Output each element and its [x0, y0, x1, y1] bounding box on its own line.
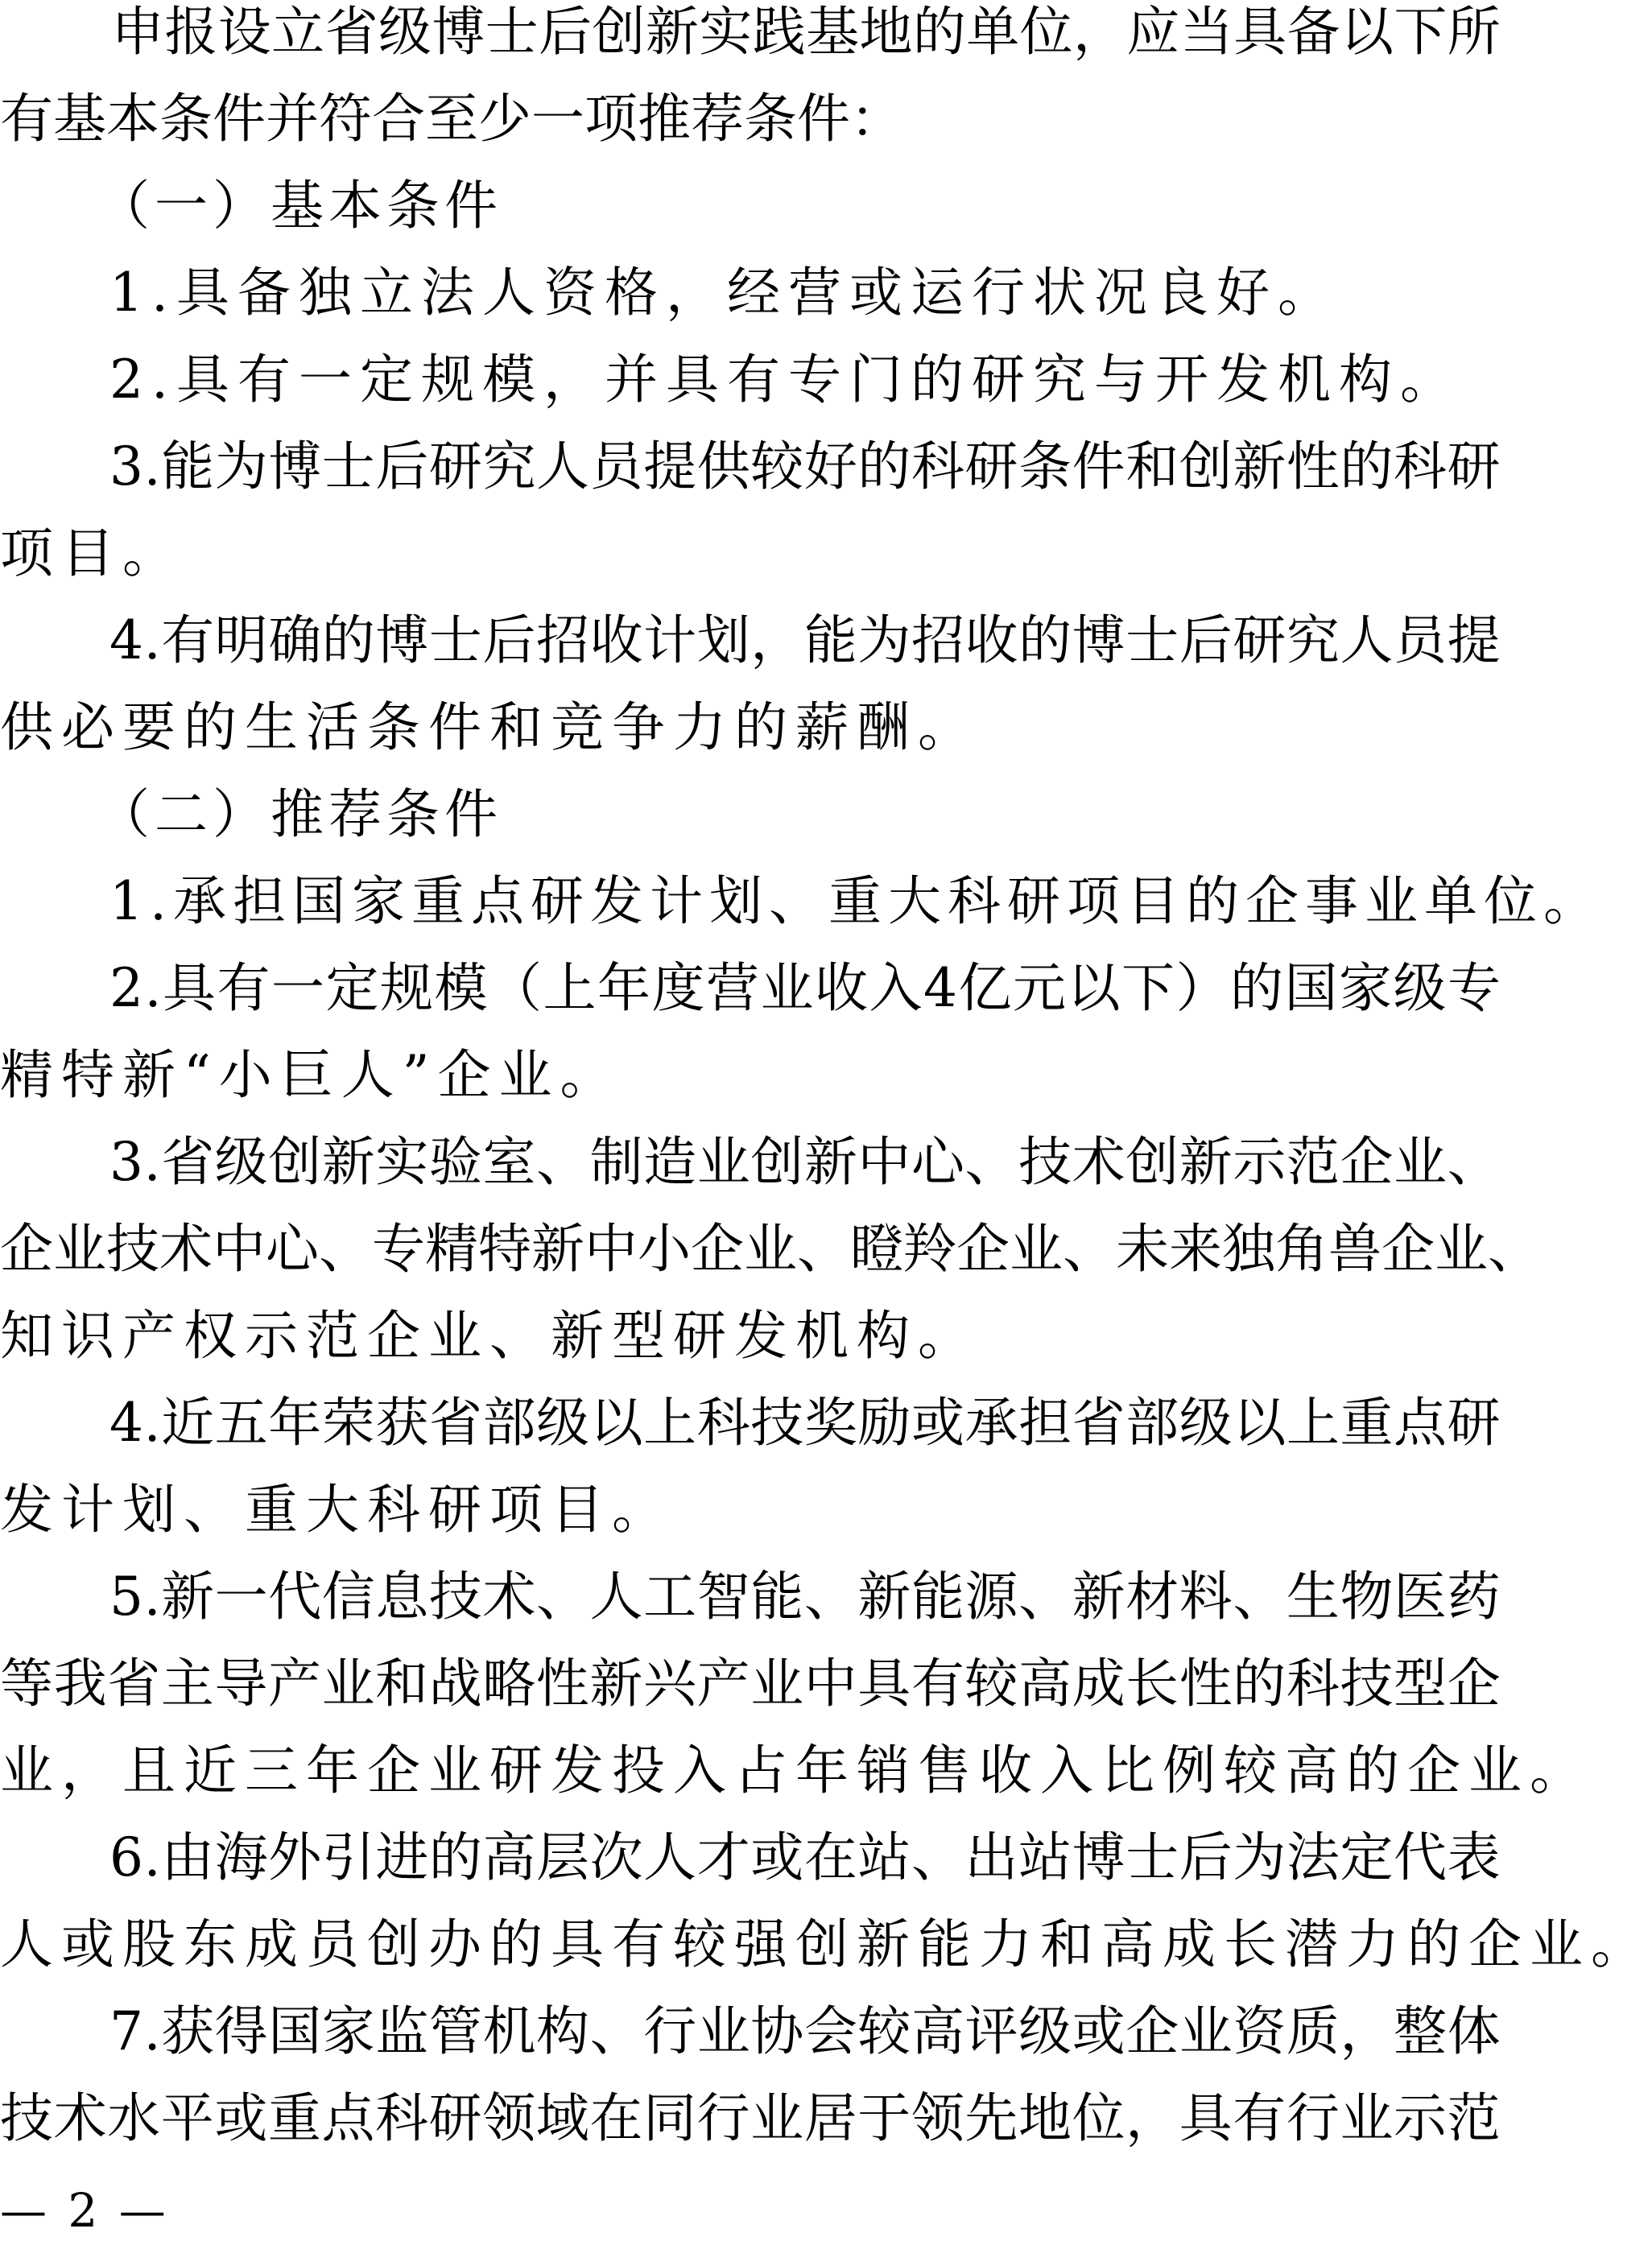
paragraph-line: 6 . 由 海 外 引 进 的 高 层 次 人 才 或 在 站 、 出 站 博 士 后 为 法 定 代 表 — [109, 1826, 1501, 1888]
paragraph-line: 项目。 — [0, 522, 184, 584]
paragraph-line: 技 术 水 平 或 重 点 科 研 领 域 在 同 行 业 居 于 领 先 地 位 ， 具 有 行 业 示 范 — [0, 2087, 1501, 2149]
paragraph-line: 1.具备独立法人资格，经营或运行状况良好。 — [109, 262, 1339, 324]
paragraph-line: 发计划、重大科研项目。 — [0, 1479, 673, 1541]
paragraph-line: 4 . 近 五 年 荣 获 省 部 级 以 上 科 技 奖 励 或 承 担 省 部 级 以 上 重 点 研 — [109, 1392, 1501, 1454]
paragraph-line: 1.承担国家重点研发计划、重大科研项目的企事业单位。 — [109, 870, 1603, 932]
paragraph-line: 7 . 获 得 国 家 监 管 机 构 、 行 业 协 会 较 高 评 级 或 企 业 资 质 ， 整 体 — [109, 2000, 1501, 2062]
paragraph-line: 供必要的生活条件和竞争力的薪酬。 — [0, 696, 979, 758]
section-heading: （二）推荐条件 — [97, 783, 502, 845]
paragraph-line: 企 业 技 术 中 心 、 专 精 特 新 中 小 企 业 、 瞪 羚 企 业 、 未 来 独 角 兽 企 业 、 — [0, 1218, 1541, 1280]
paragraph-line: 有 基 本 条 件 并 符 合 至 少 一 项 推 荐 条 件 ： — [0, 88, 903, 150]
paragraph-line: 知识产权示范企业、新型研发机构。 — [0, 1305, 979, 1367]
paragraph-line: 等 我 省 主 导 产 业 和 战 略 性 新 兴 产 业 中 具 有 较 高 成 长 性 的 科 技 型 企 — [0, 1653, 1501, 1715]
paragraph-line: 申 报 设 立 省 级 博 士 后 创 新 实 践 基 地 的 单 位 ， 应 当 具 备 以 下 所 — [111, 1, 1501, 63]
paragraph-line: 4 . 有 明 确 的 博 士 后 招 收 计 划 ， 能 为 招 收 的 博 士 后 研 究 人 员 提 — [109, 609, 1501, 671]
page-number: — 2 — — [0, 2183, 169, 2238]
paragraph-line: 精特新“小巨人”企业。 — [0, 1044, 622, 1106]
paragraph-line: 2.具有一定规模，并具有专门的研究与开发机构。 — [109, 349, 1461, 411]
paragraph-line: 3 . 能 为 博 士 后 研 究 人 员 提 供 较 好 的 科 研 条 件 和 创 新 性 的 科 研 — [109, 435, 1501, 497]
paragraph-line: 业，且近三年企业研发投入占年销售收入比例较高的企业。 — [0, 1740, 1591, 1801]
paragraph-line: 5 . 新 一 代 信 息 技 术 、 人 工 智 能 、 新 能 源 、 新 材 料 、 生 物 医 药 — [109, 1566, 1501, 1628]
section-heading: （一）基本条件 — [97, 175, 502, 237]
paragraph-line: 2 . 具 有 一 定 规 模 （ 上 年 度 营 业 收 入 4 亿 元 以 下 ） 的 国 家 级 专 — [109, 957, 1501, 1019]
paragraph-line: 3 . 省 级 创 新 实 验 室 、 制 造 业 创 新 中 心 、 技 术 创 新 示 范 企 业 、 — [109, 1131, 1501, 1193]
paragraph-line: 人或股东成员创办的具有较强创新能力和高成长潜力的企业。 — [0, 1913, 1652, 1975]
